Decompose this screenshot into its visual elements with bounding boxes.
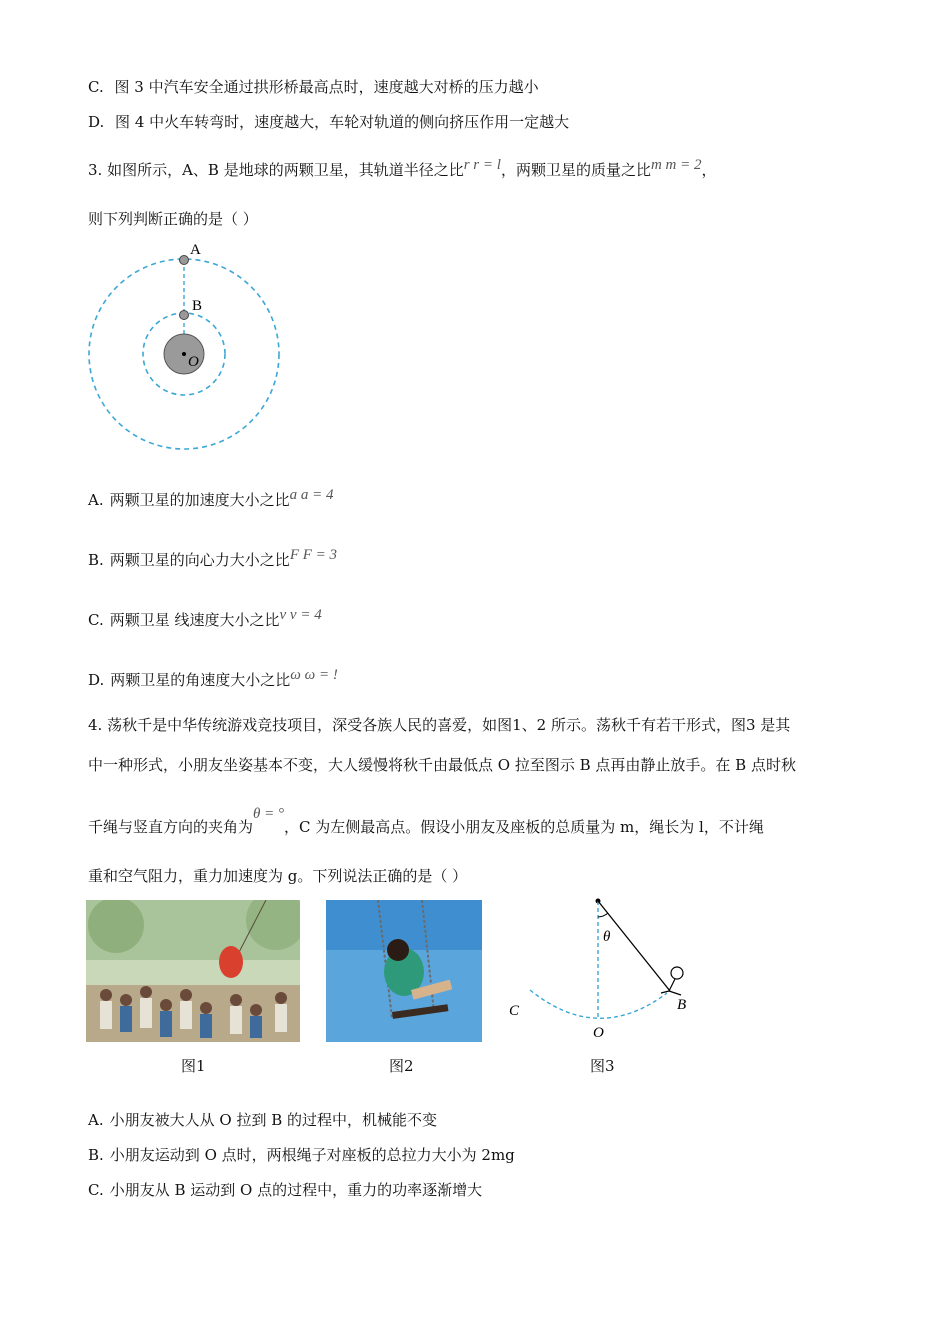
- option-label: A.: [88, 1111, 104, 1129]
- q3-stem-end: ，: [701, 161, 717, 179]
- fig3-o-label: O: [593, 1025, 604, 1041]
- q3-option-c: [88, 607, 322, 631]
- q3-ratio-r: r r = l: [463, 157, 501, 173]
- option-text: 图 4 中火车转弯时，速度越大，车轮对轨道的侧向挤压作用一定越大: [115, 113, 570, 131]
- q4-line3: [88, 806, 764, 838]
- option-math: F F = 3: [289, 547, 338, 563]
- option-text: 两颗卫星的角速度大小之比: [110, 671, 291, 689]
- caption-fig1: 图1: [181, 1057, 206, 1075]
- q4-line2: 中一种形式，小朋友坐姿基本不变，大人缓慢将秋千由最低点 O 拉至图示 B 点再由静止放手。在 B 点时秋: [88, 756, 796, 774]
- fig1-swinger: [219, 946, 243, 978]
- q4-line3a: 千绳与竖直方向的夹角为: [88, 818, 254, 836]
- orbit-figure: [86, 236, 286, 456]
- option-label: C.: [88, 78, 104, 96]
- q4-line1: 4. 荡秋千是中华传统游戏竞技项目，深受各族人民的喜爱，如图1、2 所示。荡秋千有若干形式，图3 是其: [88, 716, 791, 734]
- fig1-ground: [86, 985, 300, 1042]
- option-text: 两颗卫星的向心力大小之比: [109, 551, 290, 569]
- fig3-b-label: B: [677, 997, 687, 1013]
- fig3-rope: [598, 901, 670, 991]
- q3-option-b: [88, 547, 338, 571]
- figure-3-swing-diagram: [505, 895, 705, 1045]
- q4-line4: 重和空气阻力，重力加速度为 g。下列说法正确的是（ ）: [88, 867, 468, 885]
- caption-fig3: 图3: [590, 1057, 615, 1075]
- fig3-child-body: [661, 979, 681, 995]
- q3-stem-line2: 则下列判断正确的是（ ）: [88, 210, 258, 228]
- q4-option-c: [88, 1180, 482, 1200]
- option-label: D.: [88, 113, 105, 131]
- satellite-a: [180, 256, 189, 265]
- q3-stem-part1: 3. 如图所示，A、B 是地球的两颗卫星，其轨道半径之比: [88, 161, 464, 179]
- option-label: C.: [88, 1181, 104, 1199]
- center-dot: [182, 352, 186, 356]
- q3-stem: [88, 157, 717, 181]
- option-c-prev: [88, 77, 539, 97]
- q3-option-d: [88, 667, 338, 691]
- option-math: ω ω = !: [290, 667, 338, 683]
- label-b: B: [192, 298, 203, 314]
- q3-option-a: [88, 487, 334, 511]
- satellite-b: [180, 311, 189, 320]
- fig3-angle-arc: [598, 913, 608, 917]
- figure-1-swing-festival: [86, 900, 300, 1042]
- option-label: D.: [88, 671, 105, 689]
- option-text: 小朋友被大人从 O 拉到 B 的过程中，机械能不变: [109, 1111, 438, 1129]
- option-label: A.: [88, 491, 104, 509]
- q4-option-b: [88, 1145, 515, 1165]
- caption-fig2: 图2: [389, 1057, 414, 1075]
- option-text: 小朋友运动到 O 点时，两根绳子对座板的总拉力大小为 2mg: [109, 1146, 515, 1164]
- option-d-prev: [88, 112, 569, 132]
- option-text: 图 3 中汽车安全通过拱形桥最高点时，速度越大对桥的压力越小: [114, 78, 539, 96]
- option-label: B.: [88, 1146, 104, 1164]
- option-text: 两颗卫星的加速度大小之比: [109, 491, 290, 509]
- q4-theta: θ = °: [253, 806, 285, 822]
- option-label: C.: [88, 611, 104, 629]
- option-label: B.: [88, 551, 104, 569]
- q3-stem-part2: ，两颗卫星的质量之比: [500, 161, 651, 179]
- figure-2-child-swing: [326, 900, 482, 1042]
- option-math: v v = 4: [279, 607, 322, 623]
- q4-line3b: ，C 为左侧最高点。假设小朋友及座板的总质量为 m，绳长为 l，不计绳: [284, 818, 764, 836]
- option-math: a a = 4: [289, 487, 334, 503]
- fig3-theta-label: θ: [603, 929, 611, 945]
- fig2-head: [387, 939, 409, 961]
- option-text: 两颗卫星 线速度大小之比: [109, 611, 280, 629]
- option-text: 小朋友从 B 运动到 O 点的过程中，重力的功率逐渐增大: [109, 1181, 483, 1199]
- fig3-child-head: [671, 967, 683, 979]
- q3-ratio-m: m m = 2: [650, 157, 702, 173]
- label-o: O: [188, 354, 199, 370]
- label-a: A: [190, 242, 201, 258]
- fig3-c-label: C: [509, 1003, 520, 1019]
- q4-option-a: [88, 1110, 437, 1130]
